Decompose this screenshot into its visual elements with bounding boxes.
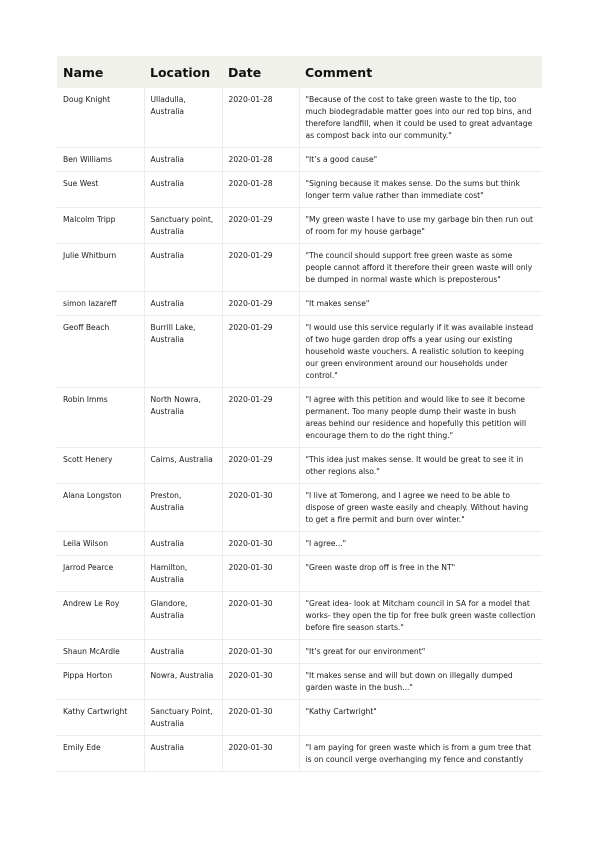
cell-location: North Nowra, Australia [144, 388, 222, 448]
cell-date: 2020-01-30 [222, 532, 299, 556]
table-row [57, 700, 542, 736]
cell-name: Pippa Horton [57, 664, 144, 700]
cell-location: Australia [144, 640, 222, 664]
cell-comment: "I agree with this petition and would like to see it become permanent. Too many people dump their waste in bush areas behind our residence and hopefully this petition will encourage them to do the right thing." [299, 388, 542, 448]
table-row [57, 532, 542, 556]
cell-location: Nowra, Australia [144, 664, 222, 700]
cell-date: 2020-01-29 [222, 208, 299, 244]
table-row [57, 316, 542, 388]
cell-location: Australia [144, 292, 222, 316]
table-row [57, 592, 542, 640]
cell-date: 2020-01-30 [222, 484, 299, 532]
header-name: Name [57, 56, 144, 88]
header-location: Location [144, 56, 222, 88]
cell-comment: "I would use this service regularly if it was available instead of two huge garden drop offs a year using our existing household waste vouchers. A realistic solution to keeping our green environment around our households under control." [299, 316, 542, 388]
cell-date: 2020-01-30 [222, 592, 299, 640]
table-header [57, 56, 542, 88]
cell-name: Kathy Cartwright [57, 700, 144, 736]
header-date: Date [222, 56, 299, 88]
cell-name: Malcolm Tripp [57, 208, 144, 244]
cell-location: Glandore, Australia [144, 592, 222, 640]
cell-location: Sanctuary point, Australia [144, 208, 222, 244]
table-row [57, 556, 542, 592]
cell-location: Australia [144, 532, 222, 556]
cell-location: Australia [144, 244, 222, 292]
cell-name: Sue West [57, 172, 144, 208]
header-row [57, 56, 542, 88]
cell-date: 2020-01-30 [222, 700, 299, 736]
cell-location: Australia [144, 148, 222, 172]
cell-date: 2020-01-29 [222, 244, 299, 292]
cell-location: Cairns, Australia [144, 448, 222, 484]
cell-date: 2020-01-30 [222, 664, 299, 700]
cell-name: simon lazareff [57, 292, 144, 316]
table-row [57, 388, 542, 448]
cell-comment: "It’s great for our environment" [299, 640, 542, 664]
cell-location: Burrill Lake, Australia [144, 316, 222, 388]
cell-comment: "The council should support free green waste as some people cannot afford it therefore their green waste will only be dumped in normal waste which is preposterous" [299, 244, 542, 292]
table-row [57, 484, 542, 532]
cell-name: Julie Whitburn [57, 244, 144, 292]
table-row [57, 244, 542, 292]
cell-comment: "Green waste drop off is free in the NT" [299, 556, 542, 592]
cell-location: Sanctuary Point, Australia [144, 700, 222, 736]
cell-comment: "I am paying for green waste which is from a gum tree that is on council verge overhanging my fence and constantly [299, 736, 542, 772]
cell-name: Andrew Le Roy [57, 592, 144, 640]
cell-comment: "Signing because it makes sense. Do the sums but think longer term value rather than immediate cost" [299, 172, 542, 208]
cell-date: 2020-01-28 [222, 88, 299, 148]
cell-comment: "Because of the cost to take green waste to the tip, too much biodegradable matter goes into our red top bins, and therefore landfill, when it could be used to great advantage as compost back into our community." [299, 88, 542, 148]
cell-date: 2020-01-29 [222, 316, 299, 388]
cell-name: Robin Imms [57, 388, 144, 448]
header-comment: Comment [299, 56, 542, 88]
cell-name: Emily Ede [57, 736, 144, 772]
table-row [57, 88, 542, 148]
cell-comment: "It makes sense" [299, 292, 542, 316]
cell-comment: "Great idea- look at Mitcham council in SA for a model that works- they open the tip for free bulk green waste collection before fire season starts." [299, 592, 542, 640]
table-row [57, 664, 542, 700]
table-row [57, 448, 542, 484]
cell-location: Preston, Australia [144, 484, 222, 532]
cell-date: 2020-01-28 [222, 148, 299, 172]
table-row [57, 640, 542, 664]
cell-comment: "I live at Tomerong, and I agree we need to be able to dispose of green waste easily and cheaply. Without having to get a fire permit and burn over winter." [299, 484, 542, 532]
cell-comment: "I agree..." [299, 532, 542, 556]
cell-date: 2020-01-29 [222, 292, 299, 316]
cell-name: Alana Longston [57, 484, 144, 532]
cell-comment: "This idea just makes sense. It would be great to see it in other regions also." [299, 448, 542, 484]
signatures-table [57, 56, 542, 772]
table-row [57, 736, 542, 772]
table-row [57, 172, 542, 208]
cell-date: 2020-01-30 [222, 556, 299, 592]
cell-location: Ulladulla, Australia [144, 88, 222, 148]
table-row [57, 208, 542, 244]
table-row [57, 148, 542, 172]
cell-comment: "My green waste I have to use my garbage bin then run out of room for my house garbage" [299, 208, 542, 244]
table-row [57, 292, 542, 316]
cell-comment: "It’s a good cause" [299, 148, 542, 172]
cell-location: Australia [144, 736, 222, 772]
cell-name: Geoff Beach [57, 316, 144, 388]
cell-date: 2020-01-29 [222, 448, 299, 484]
cell-date: 2020-01-30 [222, 736, 299, 772]
cell-date: 2020-01-28 [222, 172, 299, 208]
cell-location: Hamilton, Australia [144, 556, 222, 592]
cell-name: Jarrod Pearce [57, 556, 144, 592]
cell-name: Ben Williams [57, 148, 144, 172]
cell-name: Shaun McArdle [57, 640, 144, 664]
cell-name: Scott Henery [57, 448, 144, 484]
cell-comment: "It makes sense and will but down on illegally dumped garden waste in the bush..." [299, 664, 542, 700]
cell-name: Doug Knight [57, 88, 144, 148]
cell-comment: "Kathy Cartwright" [299, 700, 542, 736]
cell-date: 2020-01-30 [222, 640, 299, 664]
table-body [57, 88, 542, 772]
cell-name: Leila Wilson [57, 532, 144, 556]
cell-location: Australia [144, 172, 222, 208]
cell-date: 2020-01-29 [222, 388, 299, 448]
